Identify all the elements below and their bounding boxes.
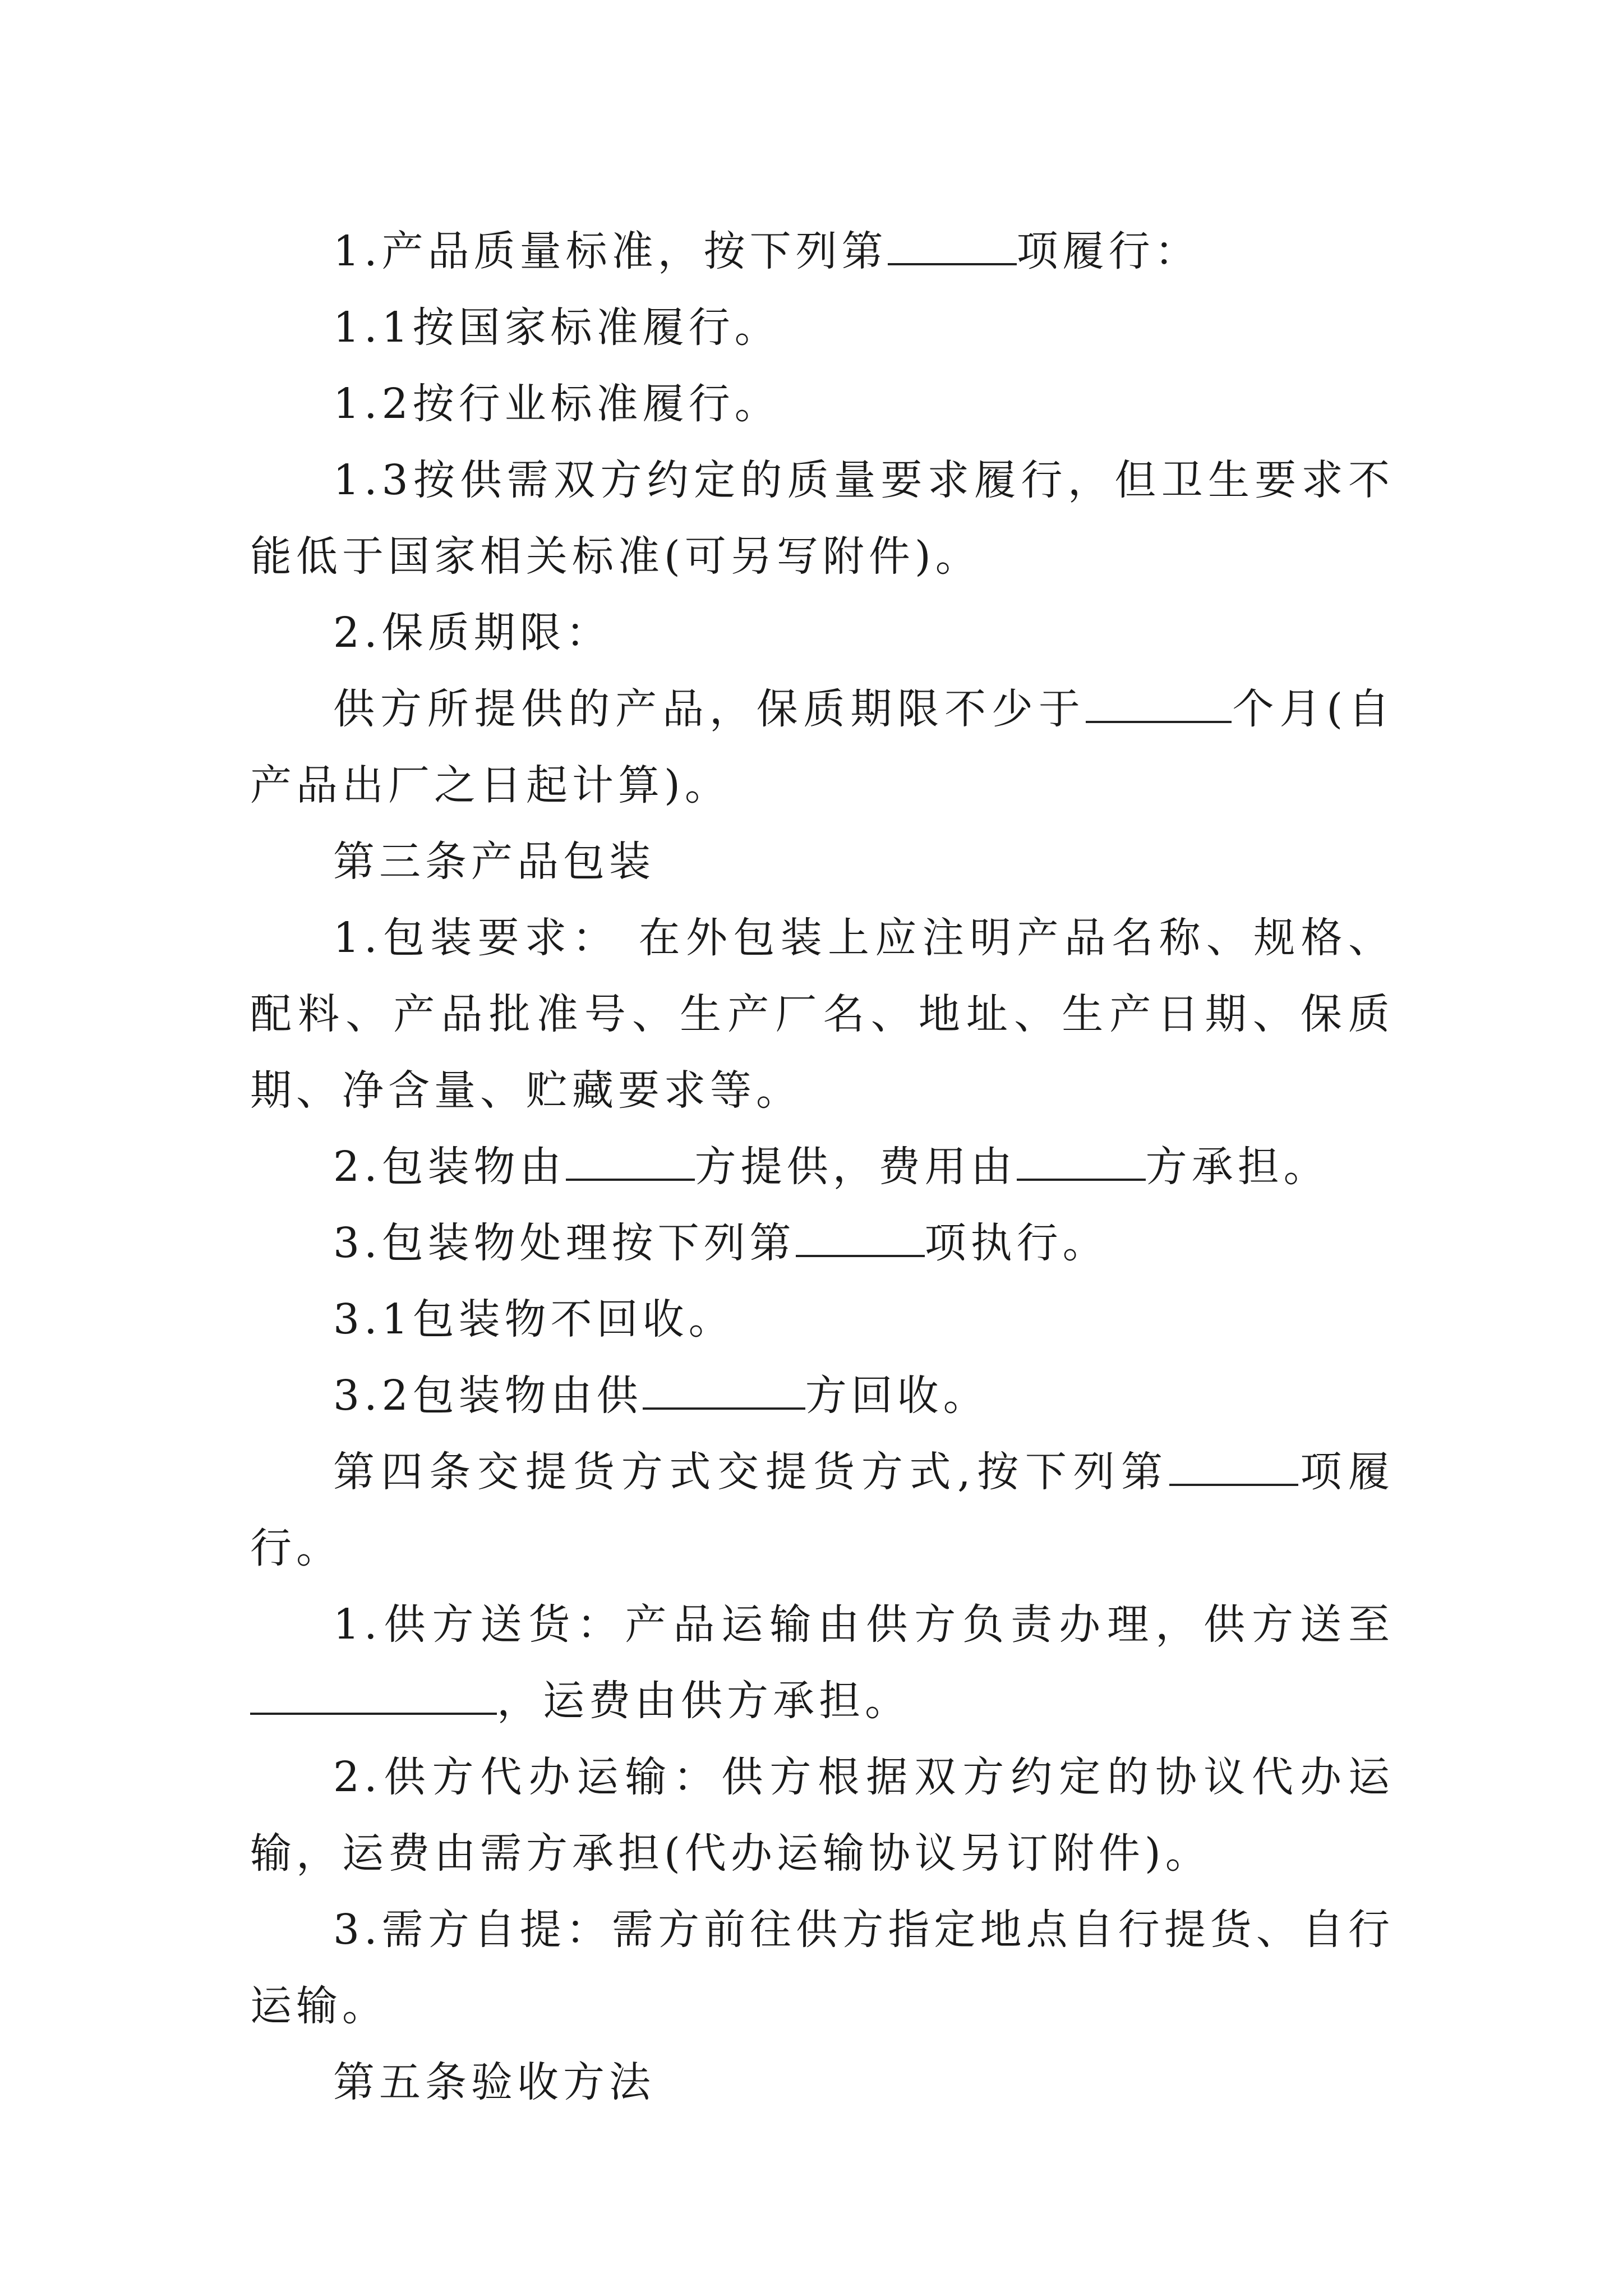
fill-in-blank[interactable]: [1017, 1145, 1146, 1181]
paragraph-recycle-by-supplier: [250, 1358, 1394, 1434]
section-heading-delivery: [250, 1434, 1394, 1586]
paragraph-text: 1.2按行业标准履行。: [333, 380, 781, 428]
paragraph-text: 项执行。: [924, 1219, 1109, 1267]
paragraph-text: 1.供方送货：产品运输由供方负责办理，供方送至: [333, 1600, 1394, 1649]
paragraph-packaging-disposal: [250, 1205, 1394, 1281]
paragraph-text: 1.3按供需双方约定的质量要求履行，但卫生要求不能低于国家相关标准(可另写附件)。: [250, 456, 1394, 581]
paragraph-text: 1.1按国家标准履行。: [333, 303, 781, 352]
paragraph-supplier-delivery: [250, 1586, 1394, 1739]
paragraph-self-pickup: [250, 1892, 1394, 2044]
paragraph-text: 方回收。: [805, 1372, 989, 1420]
paragraph-national-standard: [250, 289, 1394, 366]
paragraph-text: 方承担。: [1145, 1143, 1330, 1191]
paragraph-industry-standard: [250, 366, 1394, 442]
paragraph-text: 2.包装物由: [333, 1143, 566, 1191]
paragraph-agreed-standard: [250, 442, 1394, 595]
paragraph-packaging-provider: [250, 1129, 1394, 1205]
paragraph-text: 1.产品质量标准，按下列第: [333, 227, 888, 275]
fill-in-blank[interactable]: [888, 229, 1017, 265]
paragraph-text: 2.供方代办运输：供方根据双方约定的协议代办运输，运费由需方承担(代办运输协议另订附件)。: [250, 1753, 1394, 1878]
paragraph-text: 供方所提供的产品，保质期限不少于: [333, 685, 1086, 733]
paragraph-no-recycle: [250, 1281, 1394, 1358]
document-body: [250, 213, 1394, 2120]
paragraph-text: 3.2包装物由供: [333, 1372, 643, 1420]
paragraph-shelf-life-heading: [250, 595, 1394, 671]
paragraph-text: 个月(自产品出厂之日起计算)。: [250, 685, 1394, 809]
paragraph-text: 3.需方自提：需方前往供方指定地点自行提货、自行运输。: [250, 1906, 1394, 2030]
fill-in-blank[interactable]: [1169, 1450, 1298, 1486]
fill-in-blank[interactable]: [643, 1374, 805, 1410]
section-heading-packaging: [250, 823, 1394, 900]
paragraph-packaging-requirements: [250, 900, 1394, 1129]
paragraph-text: 第五条验收方法: [333, 2058, 655, 2106]
paragraph-text: 3.1包装物不回收。: [333, 1295, 735, 1343]
paragraph-text: 1.包装要求： 在外包装上应注明产品名称、规格、配料、产品批准号、生产厂名、地址、生产日期、保质期、净含量、贮藏要求等。: [250, 914, 1394, 1115]
fill-in-blank[interactable]: [1086, 687, 1232, 723]
paragraph-text: 第四条交提货方式交提货方式,按下列第: [333, 1448, 1169, 1496]
paragraph-text: 项履行：: [1016, 227, 1201, 275]
paragraph-text: 3.包装物处理按下列第: [333, 1219, 796, 1267]
paragraph-agent-transport: [250, 1739, 1394, 1892]
paragraph-shelf-life: [250, 671, 1394, 823]
paragraph-text: 第三条产品包装: [333, 838, 655, 886]
fill-in-blank[interactable]: [796, 1221, 925, 1257]
section-heading-acceptance: [250, 2044, 1394, 2120]
paragraph-quality-standard: [250, 213, 1394, 289]
fill-in-blank[interactable]: [566, 1145, 695, 1181]
paragraph-text: 方提供，费用由: [694, 1143, 1017, 1191]
paragraph-text: 2.保质期限：: [333, 609, 612, 657]
fill-in-blank[interactable]: [250, 1679, 497, 1715]
paragraph-text: ，运费由供方承担。: [497, 1677, 911, 1725]
paragraph-text: 项履行。: [250, 1448, 1394, 1572]
